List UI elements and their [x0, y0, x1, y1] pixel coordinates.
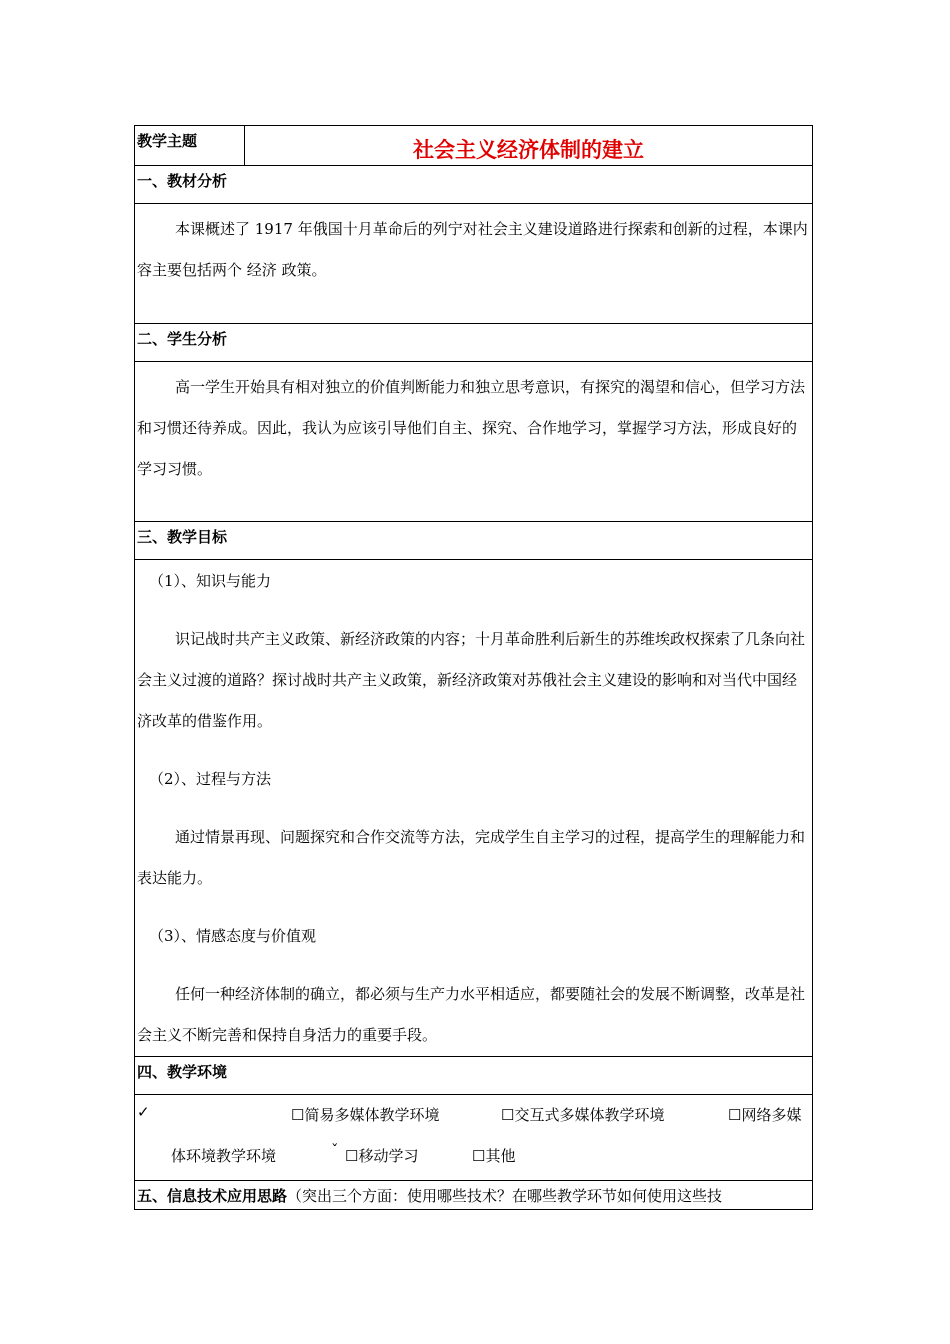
- title-row: [134, 125, 813, 165]
- paragraph: 本课概述了 1917 年俄国十月革命后的列宁对社会主义建设道路进行探索和创新的过程，本课内容主要包括两个 经济 政策。: [137, 220, 808, 279]
- paragraph: 识记战时共产主义政策、新经济政策的内容；十月革命胜利后新生的苏维埃政权探索了几条向社会主义过渡的道路？探讨战时共产主义政策，新经济政策对苏俄社会主义建设的影响和对当代中国经济改革的借鉴作用。: [137, 630, 806, 730]
- section-heading-teaching-goals: 三、教学目标: [134, 521, 813, 559]
- section-body-textbook-analysis: [134, 203, 813, 323]
- subheading-emotion: （3）、情感态度与价值观: [149, 927, 317, 945]
- paragraph: 任何一种经济体制的确立，都必须与生产力水平相适应，都要随社会的发展不断调整，改革是社会主义不断完善和保持自身活力的重要手段。: [137, 985, 806, 1044]
- section-heading-teaching-environment: 四、教学环境: [134, 1056, 813, 1094]
- subheading-process: （2）、过程与方法: [149, 770, 272, 788]
- section-body-student-analysis: [134, 361, 813, 521]
- option-simple-multimedia[interactable]: ☐简易多媒体教学环境: [291, 1106, 440, 1124]
- lesson-title: 社会主义经济体制的建立: [413, 138, 644, 162]
- paragraph: 高一学生开始具有相对独立的价值判断能力和独立思考意识，有探究的渴望和信心，但学习方法和习惯还待养成。因此，我认为应该引导他们自主、探究、合作地学习，掌握学习方法，形成良好的学习习惯。: [137, 378, 806, 478]
- option-network-multimedia-continued: 体环境教学环境: [171, 1147, 277, 1165]
- it-application-note: （突出三个方面：使用哪些技术？在哪些教学环节如何使用这些技: [287, 1187, 723, 1205]
- section-heading-textbook-analysis: 一、教材分析: [134, 165, 813, 203]
- option-other[interactable]: ☐其他: [472, 1147, 516, 1165]
- section-heading-student-analysis: 二、学生分析: [134, 323, 813, 361]
- title-label: 教学主题: [135, 126, 245, 165]
- option-network-multimedia[interactable]: ☐网络多媒: [728, 1106, 802, 1124]
- section-body-teaching-goals: [134, 559, 813, 1056]
- section-heading-it-application: [134, 1180, 813, 1210]
- lesson-plan-table: [134, 125, 813, 1210]
- caron-mark: ˇ: [331, 1141, 339, 1159]
- paragraph: 通过情景再现、问题探究和合作交流等方法，完成学生自主学习的过程，提高学生的理解能力和表达能力。: [137, 828, 806, 887]
- option-interactive-multimedia[interactable]: ☐交互式多媒体教学环境: [501, 1106, 665, 1124]
- section-body-teaching-environment: [134, 1094, 813, 1180]
- option-mobile-learning[interactable]: ☐移动学习: [345, 1147, 419, 1165]
- it-application-heading: 五、信息技术应用思路: [137, 1187, 288, 1205]
- subheading-knowledge: （1）、知识与能力: [149, 572, 272, 590]
- check-mark-icon: ✓: [137, 1103, 150, 1121]
